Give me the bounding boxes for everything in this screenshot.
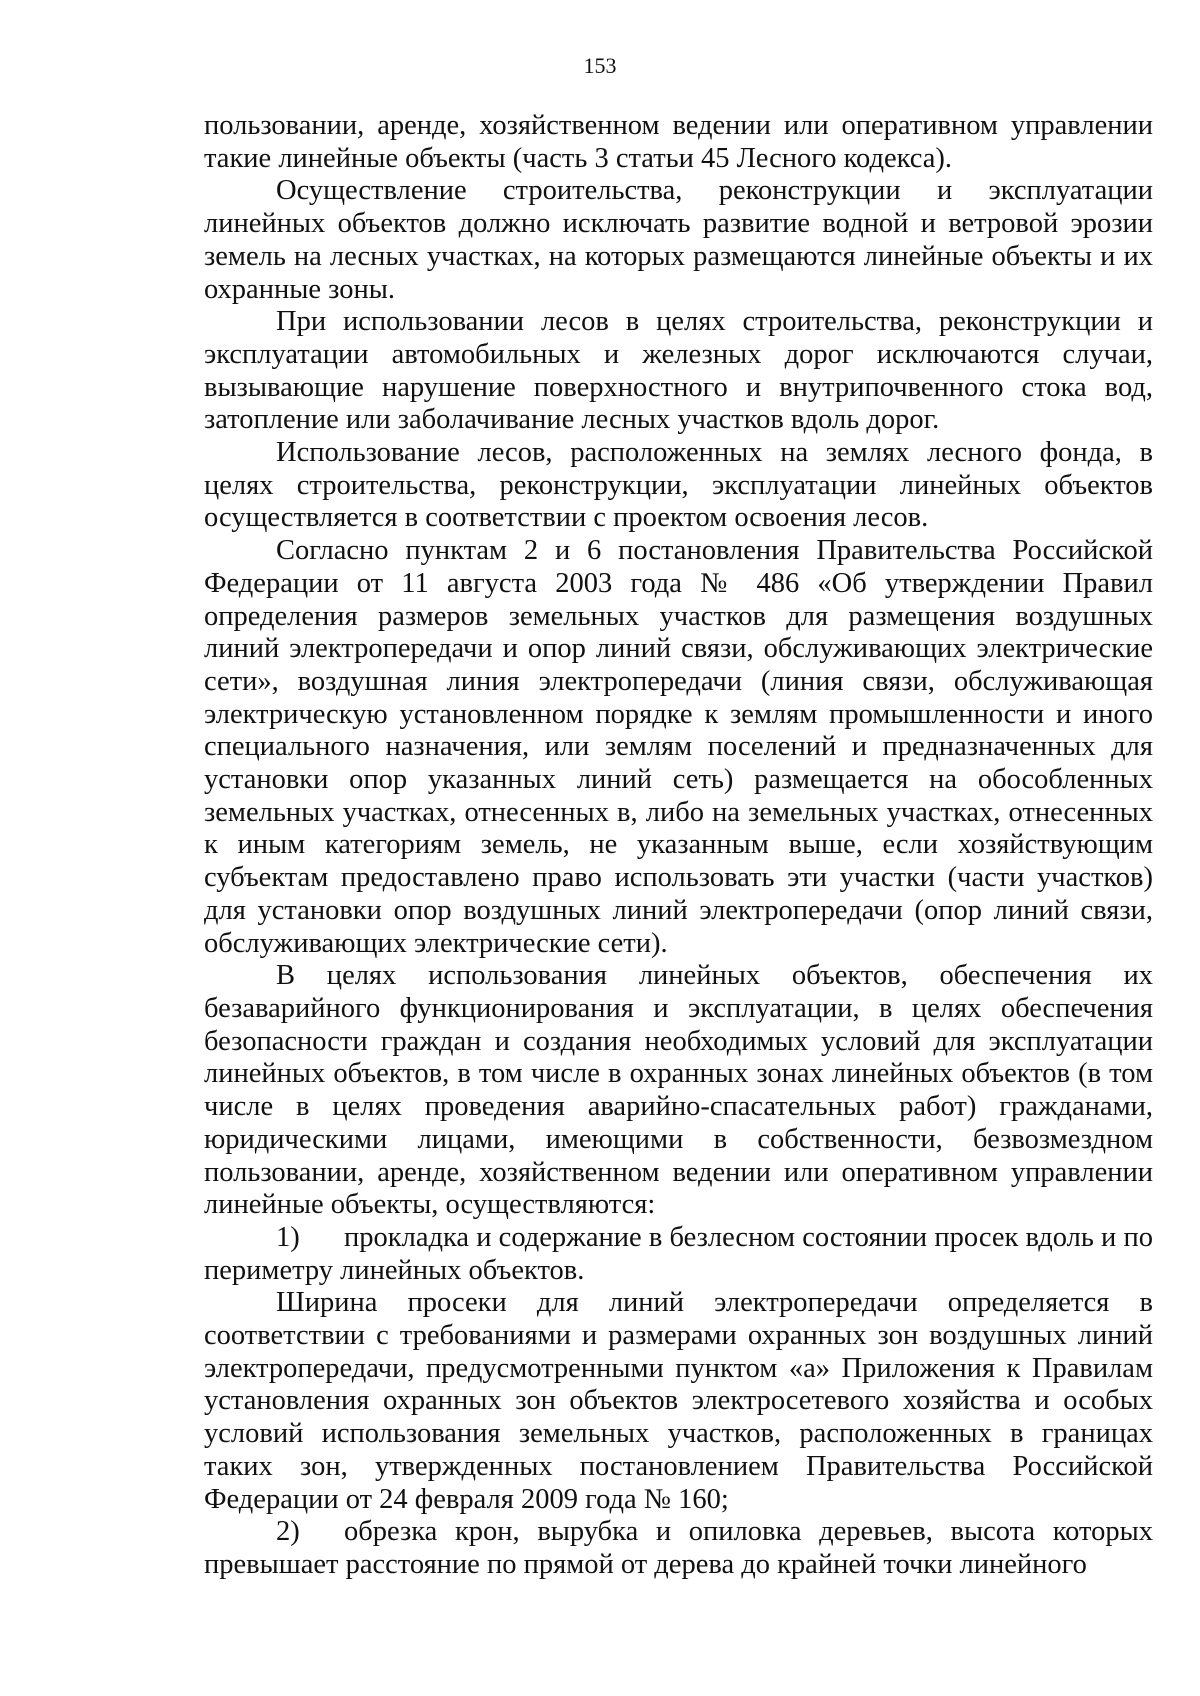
list-item-paragraph [204,1516,1153,1581]
paragraph-text: прокладка и содержание в безлесном состоянии просек вдоль и по периметру линейных объектов. [204,1221,1153,1286]
paragraph-text: В целях использования линейных объектов, обеспечения их безаварийного функционирования и эксплуатации, в целях обеспечения безопасности граждан и создания необходимых условий для эксплуатации линейных объектов, в том числе в охранных зонах линейных объектов (в том числе в целях проведения аварийно-спасательных работ) гражданами, юридическими лицами, имеющими в собственности, безвозмездном пользовании, аренде, хозяйственном ведении или оперативном управлении линейные объекты, осуществляются: [204,960,1153,1221]
document-body [204,110,1153,1582]
paragraph [204,1287,1153,1516]
paragraph-text: Осуществление строительства, реконструкции и эксплуатации линейных объектов должно исключать развитие водной и ветровой эрозии земель на лесных участках, на которых размещаются линейные объекты и их охранные зоны. [204,175,1153,305]
paragraph [204,110,1153,175]
paragraph-text: пользовании, аренде, хозяйственном ведении или оперативном управлении такие линейные объекты (часть 3 статьи 45 Лесного кодекса). [204,110,1153,174]
paragraph-text: Ширина просеки для линий электропередачи определяется в соответствии с требованиями и размерами охранных зон воздушных линий электропередачи, предусмотренными пунктом «а» Приложения к Правилам установления охранных зон объектов электросетевого хозяйства и особых условий использования земельных участков, расположенных в границах таких зон, утвержденных постановлением Правительства Российской Федерации от 24 февраля 2009 года № 160; [204,1287,1153,1515]
list-number: 2) [276,1516,300,1548]
list-number: 1) [276,1221,300,1253]
paragraph [204,306,1153,437]
page-number: 153 [583,53,617,78]
paragraph [204,175,1153,306]
paragraph [204,535,1153,960]
paragraph-text: обрезка крон, вырубка и опиловка деревьев, высота которых превышает расстояние по прямой от дерева до крайней точки линейного [204,1516,1153,1580]
paragraph [204,437,1153,535]
list-item-paragraph [204,1222,1153,1287]
paragraph-text: При использовании лесов в целях строительства, реконструкции и эксплуатации автомобильных и железных дорог исключаются случаи, вызывающие нарушение поверхностного и внутрипочвенного стока вод, затопление или заболачивание лесных участков вдоль дорог. [204,306,1153,436]
paragraph-text: Согласно пунктам 2 и 6 постановления Правительства Российской Федерации от 11 августа 2003 года № 486 «Об утверждении Правил определения размеров земельных участков для размещения воздушных линий электропередачи и опор линий связи, обслуживающих электрические сети», воздушная линия электропередачи (линия связи, обслуживающая электрическую установленном порядке к землям промышленности и иного специального назначения, или землям поселений и предназначенных для установки опор указанных линий сеть) размещается на обособленных земельных участках, отнесенных в, либо на земельных участках, отнесенных к иным категориям земель, не указанным выше, если хозяйствующим субъектам предоставлено право использовать эти участки (части участков) для установки опор воздушных линий электропередачи (опор линий связи, обслуживающих электрические сети). [204,535,1153,959]
paragraph [204,960,1153,1222]
paragraph-text: Использование лесов, расположенных на землях лесного фонда, в целях строительства, реконструкции, эксплуатации линейных объектов осуществляется в соответствии с проектом освоения лесов. [204,437,1153,534]
